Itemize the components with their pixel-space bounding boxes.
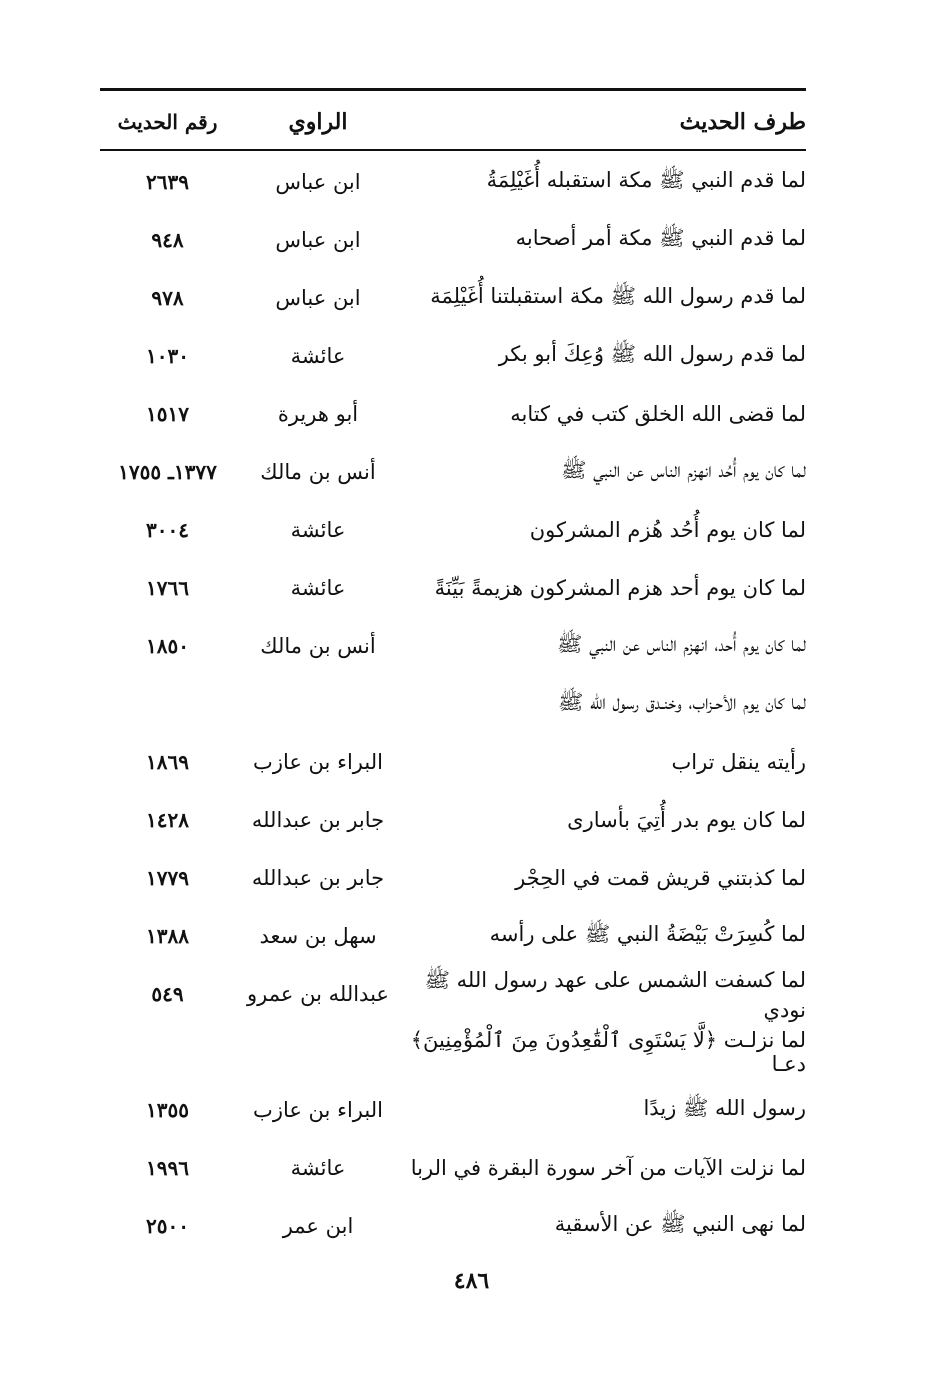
narrator-cell: جابر بن عبدالله [251, 866, 385, 890]
table-body [100, 149, 806, 1255]
hadith-number-cell: ١٤٢٨ [146, 808, 189, 832]
hadith-text-cell: لما قضى الله الخلق كتب في كتابه [510, 402, 806, 426]
table-row [100, 907, 806, 965]
hadith-text-cell: لما كان يوم أُحُد هُزم المشركون [529, 518, 806, 542]
hadith-number-cell: ١٠٣٠ [146, 344, 189, 368]
hadith-text-cell: لما قدم النبي ﷺ مكة استقبله أُغَيْلِمَةُ [486, 167, 806, 192]
narrator-cell: أبو هريرة [277, 402, 359, 426]
page-number: ٤٨٦ [453, 1268, 490, 1294]
hadith-number-cell: ١٣٨٨ [146, 924, 189, 948]
table-row [100, 675, 806, 733]
table-row [100, 559, 806, 617]
table-row [100, 791, 806, 849]
table-row [100, 1139, 806, 1197]
hadith-text-cell: لما كذبتني قريش قمت في الحِجْر [515, 866, 806, 890]
hadith-number-cell: ٩٧٨ [151, 286, 184, 310]
table-row [100, 149, 806, 211]
table-row [100, 1023, 806, 1081]
table-row [100, 849, 806, 907]
hadith-text-cell: لما نهى النبي ﷺ عن الأسقية [554, 1211, 806, 1236]
table-row [100, 965, 806, 1023]
hadith-text-cell: لما كسفت الشمس على عهد رسول الله ﷺ نودي [424, 967, 806, 1022]
hadith-number-cell [100, 1023, 235, 1081]
narrator-cell: البراء بن عازب [253, 1098, 383, 1122]
narrator-cell: ابن عباس [275, 286, 361, 310]
hadith-number-cell: ٥٤٩ [151, 982, 184, 1006]
hadith-number-cell: ٢٦٣٩ [146, 170, 189, 194]
hadith-text-cell: لما كُسِرَتْ بَيْضَةُ النبي ﷺ على رأسه [489, 921, 806, 946]
table-row [100, 501, 806, 559]
narrator-cell: ابن عباس [275, 228, 361, 252]
hadith-text-cell: لما نزلت الآيات من آخر سورة البقرة في الربا [410, 1156, 806, 1180]
hadith-text-cell: لما نزلـت ﴿لَّا يَسْتَوِى ٱلْقَٰعِدُونَ مِنَ ٱلْمُؤْمِنِينَ﴾ دعـا [410, 1028, 806, 1076]
hadith-number-cell: ١٥١٧ [146, 402, 189, 426]
table-row [100, 211, 806, 269]
table-row [100, 327, 806, 385]
hadith-number-cell: ١٣٧٧ـ ١٧٥٥ [118, 460, 217, 484]
narrator-cell: عائشة [290, 518, 346, 542]
narrator-cell: ابن عباس [275, 170, 361, 194]
hadith-text-cell: لما قدم النبي ﷺ مكة أمر أصحابه [515, 225, 806, 250]
header-narrator: الراوي [288, 108, 348, 135]
narrator-cell: عبدالله بن عمرو [247, 982, 389, 1006]
narrator-cell: جابر بن عبدالله [251, 808, 385, 832]
narrator-cell [235, 1023, 401, 1081]
hadith-text-cell: لما كان يوم بدر أُتِيَ بأسارى [567, 808, 806, 832]
table-row [100, 1197, 806, 1255]
narrator-cell: ابن عمر [282, 1214, 354, 1238]
table-row [100, 385, 806, 443]
narrator-cell: أنس بن مالك [260, 460, 376, 484]
hadith-number-cell: ١٧٦٦ [146, 576, 189, 600]
narrator-cell: البراء بن عازب [253, 750, 383, 774]
hadith-text-cell: لما قدم رسول الله ﷺ مكة استقبلتنا أُغَيْلِمَة [430, 283, 806, 308]
hadith-number-cell: ١٩٩٦ [146, 1156, 189, 1180]
narrator-cell: أنس بن مالك [260, 634, 376, 658]
hadith-text-cell: لما كان يوم أحد هزم المشركون هزيمةً بَيِّنَةً [434, 576, 806, 600]
top-rule [100, 88, 806, 91]
hadith-number-cell: ١٧٧٩ [146, 866, 189, 890]
hadith-number-cell: ٩٤٨ [151, 228, 184, 252]
hadith-text-cell: رأيته ينقل تراب [671, 750, 806, 774]
hadith-text-cell: لما كان يوم أُحُد انهزم الناس عن النبي ﷺ [561, 457, 806, 482]
table-row [100, 269, 806, 327]
hadith-number-cell: ١٨٦٩ [146, 750, 189, 774]
narrator-cell [235, 675, 401, 733]
hadith-number-cell: ٣٠٠٤ [146, 518, 189, 542]
hadith-number-cell: ١٨٥٠ [146, 634, 189, 658]
narrator-cell: عائشة [290, 1156, 346, 1180]
hadith-text-cell: لما كان يوم الأحـزاب، وخنـدق رسول الله ﷺ [557, 689, 806, 714]
hadith-number-cell [100, 675, 235, 733]
hadith-text-cell: رسول الله ﷺ زيدًا [643, 1095, 806, 1120]
header-hadith-number: رقم الحديث [117, 109, 218, 134]
hadith-index-table [100, 94, 806, 1255]
table-row [100, 733, 806, 791]
table-header-row [100, 94, 806, 149]
header-hadith-text: طرف الحديث [679, 108, 806, 135]
narrator-cell: عائشة [290, 576, 346, 600]
narrator-cell: عائشة [290, 344, 346, 368]
hadith-text-cell: لما قدم رسول الله ﷺ وُعِكَ أبو بكر [498, 341, 806, 366]
hadith-text-cell: لما كان يوم أُحد، انهزم الناس عن النبي ﷺ [557, 631, 806, 656]
hadith-number-cell: ٢٥٠٠ [146, 1214, 189, 1238]
hadith-number-cell: ١٣٥٥ [146, 1098, 189, 1122]
table-row [100, 617, 806, 675]
table-row [100, 443, 806, 501]
table-row [100, 1081, 806, 1139]
narrator-cell: سهل بن سعد [259, 924, 377, 948]
